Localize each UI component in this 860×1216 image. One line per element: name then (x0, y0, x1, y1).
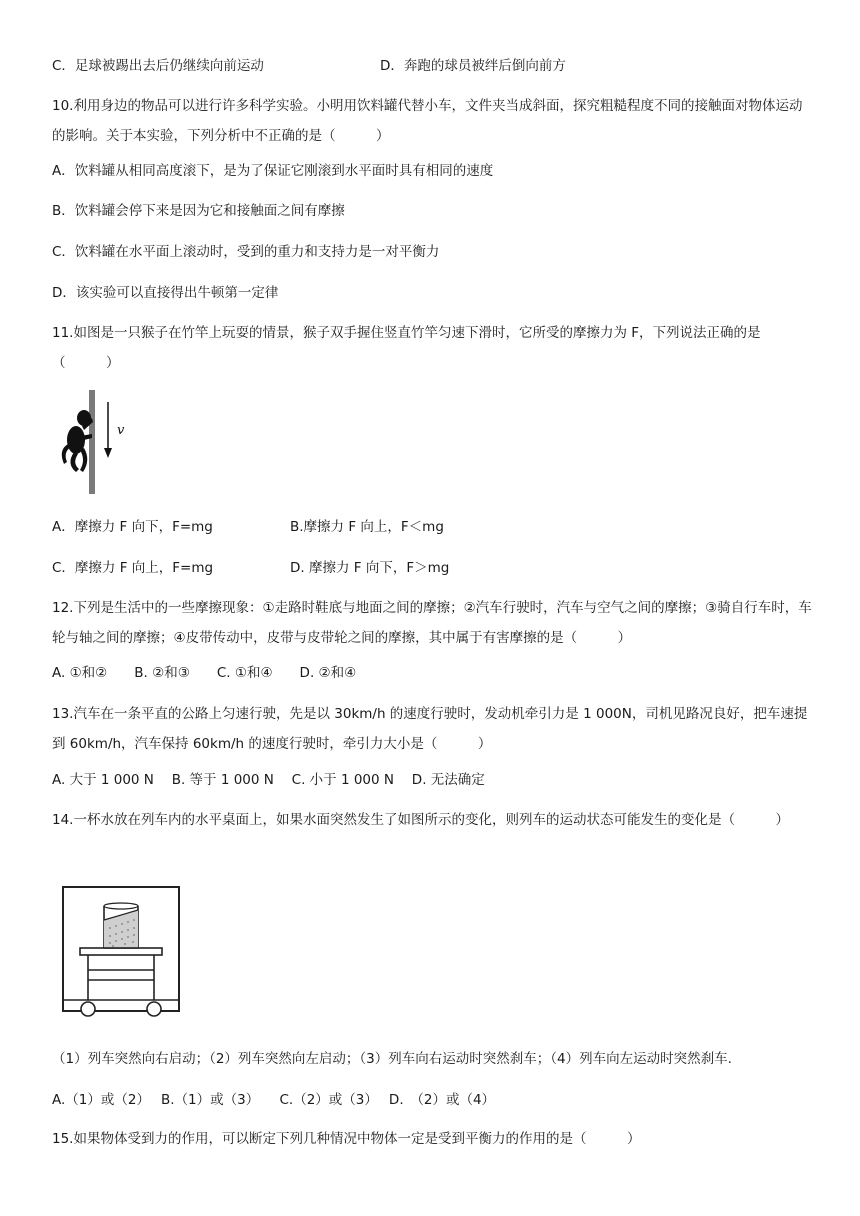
bamboo-pole (89, 390, 95, 494)
monkey-pole-figure (56, 388, 136, 496)
q11-option-a: A．摩擦力 F 向下，F=mg (52, 519, 213, 535)
wheel-right-icon (147, 1002, 161, 1016)
q12-stem: 12.下列是生活中的一些摩擦现象：①走路时鞋底与地面之间的摩擦；②汽车行驶时，汽车与空气之间的摩擦；③骑自行车时，车轮与轴之间的摩擦；④皮带传动中，皮带与皮带轮之间的摩擦，其中属于有害摩擦的是（ ） (52, 600, 812, 646)
q12-options: A. ①和② B. ②和③ C. ①和④ D. ②和④ (52, 665, 357, 681)
velocity-label: v (117, 423, 125, 438)
q10-option-c: C．饮料罐在水平面上滚动时，受到的重力和支持力是一对平衡力 (52, 244, 440, 260)
q10-option-d: D．该实验可以直接得出牛顿第一定律 (52, 285, 279, 301)
q14-options: A.（1）或（2） B.（1）或（3） C.（2）或（3） D. （2）或（4） (52, 1092, 496, 1108)
table-icon (80, 948, 162, 1000)
water-cup-icon (104, 903, 138, 948)
q9-option-c: C．足球被踢出去后仍继续向前运动 (52, 58, 264, 74)
train-water-cup-figure (58, 884, 184, 1018)
q14-conditions: （1）列车突然向右启动；（2）列车突然向左启动；（3）列车向右运动时突然刹车；（4）列车向左运动时突然刹车. (52, 1051, 732, 1067)
arrow-head-icon (104, 448, 112, 458)
q11-option-c: C．摩擦力 F 向上，F=mg (52, 560, 214, 576)
q14-stem: 14.一杯水放在列车内的水平桌面上，如果水面突然发生了如图所示的变化，则列车的运动状态可能发生的变化是（ ） (52, 812, 789, 828)
q10-stem: 10.利用身边的物品可以进行许多科学实验。小明用饮料罐代替小车，文件夹当成斜面，探究粗糙程度不同的接触面对物体运动的影响。关于本实验，下列分析中不正确的是（ ） (52, 98, 803, 144)
q11-stem: 11.如图是一只猴子在竹竿上玩耍的情景，猴子双手握住竖直竹竿匀速下滑时，它所受的摩擦力为 F，下列说法正确的是（ ） (52, 325, 761, 371)
q9-option-d: D．奔跑的球员被绊后倒向前方 (380, 58, 566, 74)
wheel-left-icon (81, 1002, 95, 1016)
q10-option-a: A．饮料罐从相同高度滚下，是为了保证它刚滚到水平面时具有相同的速度 (52, 163, 494, 179)
q13-options: A. 大于 1 000 N B. 等于 1 000 N C. 小于 1 000 N D. 无法确定 (52, 772, 485, 788)
q11-option-b: B.摩擦力 F 向上，F＜mg (290, 519, 444, 535)
q11-option-d: D. 摩擦力 F 向下，F＞mg (290, 560, 450, 576)
q15-stem: 15.如果物体受到力的作用，可以断定下列几种情况中物体一定是受到平衡力的作用的是（ ） (52, 1131, 641, 1147)
q10-option-b: B．饮料罐会停下来是因为它和接触面之间有摩擦 (52, 203, 345, 219)
monkey-icon (62, 410, 93, 472)
q13-stem: 13.汽车在一条平直的公路上匀速行驶，先是以 30km/h 的速度行驶时，发动机牵引力是 1 000N，司机见路况良好，把车速提到 60km/h，汽车保持 60km/h 的速度行驶时，牵引力大小是（ ） (52, 706, 808, 752)
